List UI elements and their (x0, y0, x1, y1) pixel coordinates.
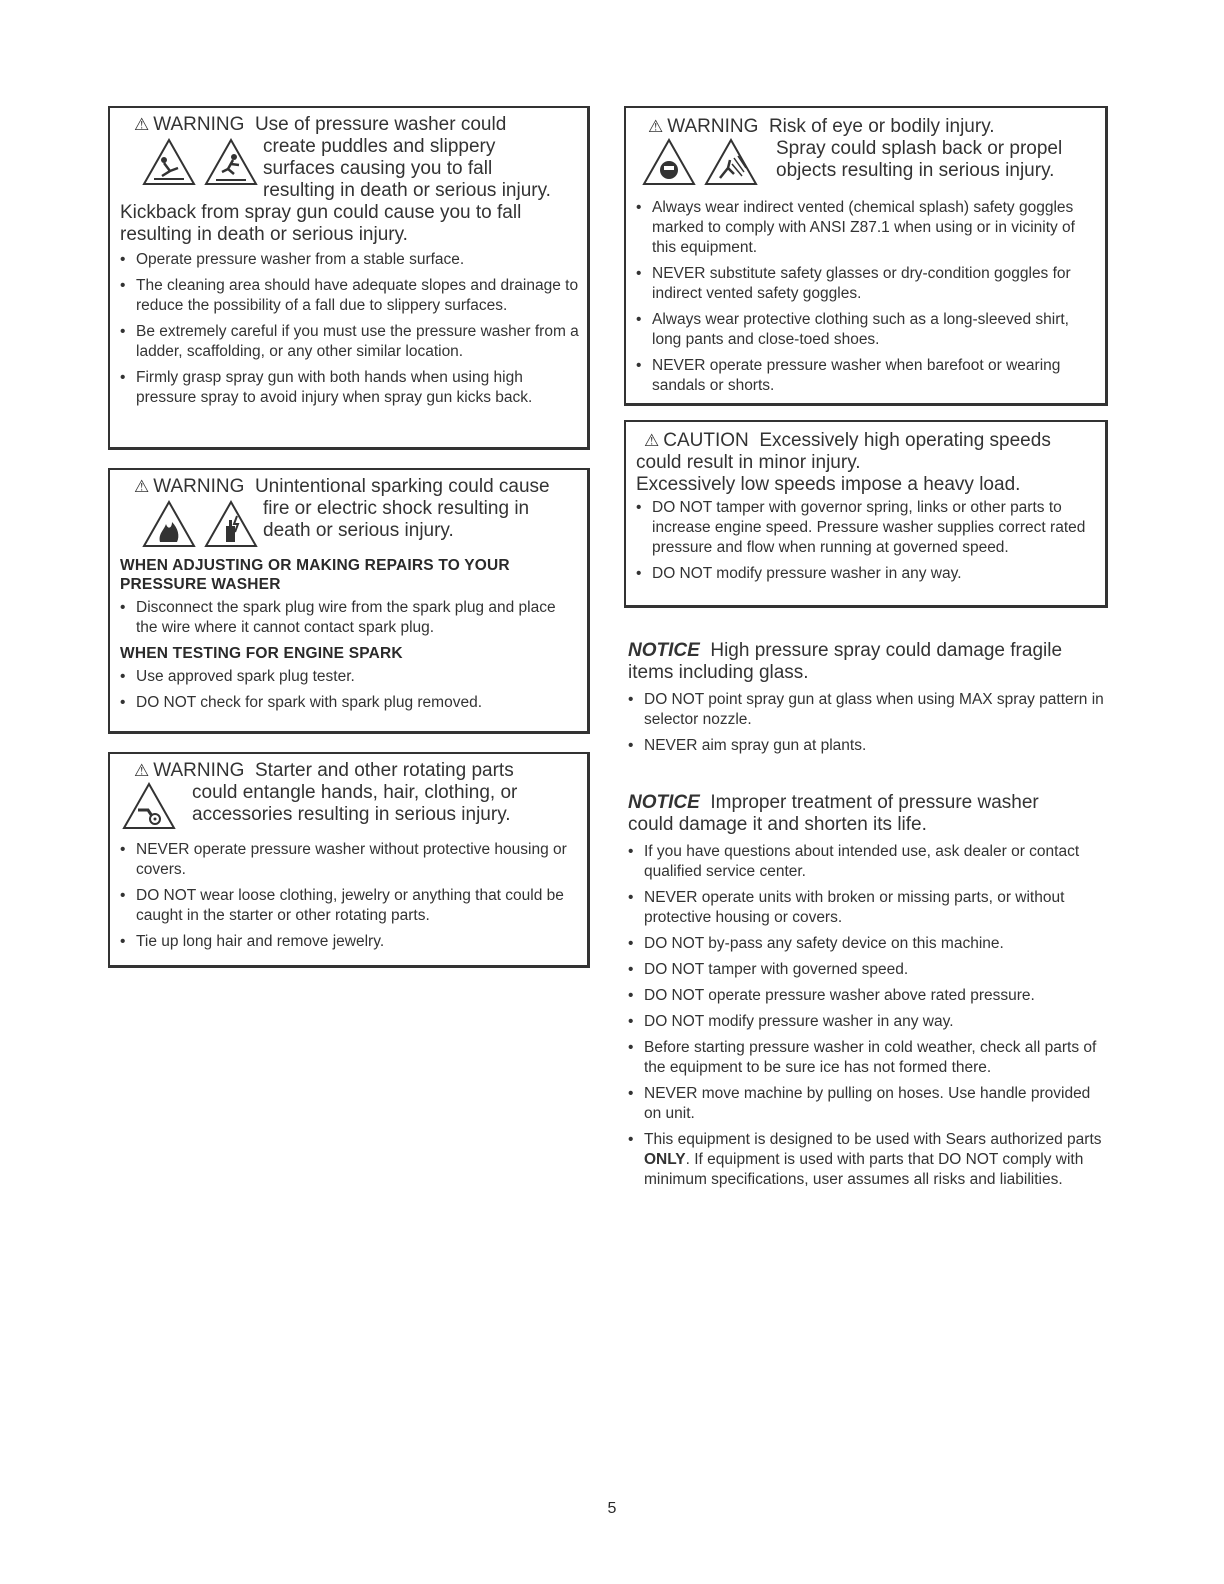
hazard-lead: Use of pressure washer could (254, 114, 507, 135)
list-item: • NEVER move machine by pulling on hoses. Use handle provided on unit. (628, 1084, 1108, 1124)
notice-treatment (628, 792, 1108, 1196)
caution-speed-box (624, 420, 1108, 608)
list-item: • DO NOT tamper with governor spring, links or other parts to increase engine speed. Pressure washer supplies correct rated pressure and flow when running at governed speed. (636, 498, 1097, 558)
signal-word: WARNING (153, 760, 245, 781)
electric-shock-icon (204, 500, 258, 548)
list-item: • Operate pressure washer from a stable surface. (120, 250, 579, 270)
bullet-list (120, 840, 579, 952)
bullet-list (120, 667, 579, 713)
alert-symbol-icon: ⚠ (134, 477, 150, 496)
list-item: • Be extremely careful if you must use the pressure washer from a ladder, scaffolding, or any other similar location. (120, 322, 579, 362)
subheading: WHEN ADJUSTING OR MAKING REPAIRS TO YOUR PRESSURE WASHER (120, 557, 510, 593)
warning-slip-box (108, 106, 590, 450)
hazard-lead: Unintentional sparking could cause (254, 476, 550, 497)
warning-header (120, 114, 579, 136)
last-bold: ONLY (644, 1151, 686, 1168)
caution-header (636, 430, 1097, 452)
lead-line: surfaces causing you to fall (263, 158, 493, 179)
alert-symbol-icon: ⚠ (134, 115, 150, 134)
list-item: • DO NOT wear loose clothing, jewelry or anything that could be caught in the starter or other rotating parts. (120, 886, 579, 926)
hazard-lead: Excessively high operating speeds (759, 430, 1051, 451)
notice-header (628, 640, 1108, 662)
list-item: • DO NOT modify pressure washer in any way. (636, 564, 1097, 584)
warning-spark-box (108, 468, 590, 734)
list-item: • Firmly grasp spray gun with both hands when using high pressure spray to avoid injury when spray gun kicks back. (120, 368, 579, 408)
warning-header (120, 760, 579, 782)
hazard-icons (642, 138, 758, 186)
list-item: • The cleaning area should have adequate slopes and drainage to reduce the possibility of a fall due to slippery surfaces. (120, 276, 579, 316)
list-item: • DO NOT tamper with governed speed. (628, 960, 1108, 980)
caution-line: Excessively low speeds impose a heavy load. (636, 474, 1021, 495)
list-item: • DO NOT modify pressure washer in any way. (628, 1012, 1108, 1032)
list-item: • Use approved spark plug tester. (120, 667, 579, 687)
last-post: . If equipment is used with parts that DO NOT comply with minimum specifications, user assumes all risks and liabilities. (644, 1151, 1084, 1188)
slip-hazard-icon (142, 138, 196, 186)
eye-protection-icon (642, 138, 696, 186)
fire-hazard-icon (142, 500, 196, 548)
list-item: • Always wear indirect vented (chemical splash) safety goggles marked to comply with ANSI Z87.1 when using or in vicinity of this equipment. (636, 198, 1097, 258)
list-item: • If you have questions about intended use, ask dealer or contact qualified service center. (628, 842, 1108, 882)
list-item: • Before starting pressure washer in cold weather, check all parts of the equipment to be sure ice has not formed there. (628, 1038, 1108, 1078)
fall-hazard-icon (204, 138, 258, 186)
page-number: 5 (607, 1500, 617, 1517)
hazard-icons (142, 500, 258, 548)
list-item: • NEVER aim spray gun at plants. (628, 736, 1108, 756)
list-item: • Tie up long hair and remove jewelry. (120, 932, 579, 952)
signal-word: NOTICE (628, 640, 700, 661)
bullet-list (120, 598, 579, 638)
warning-header (120, 476, 579, 498)
lead-line: accessories resulting in serious injury. (192, 804, 511, 825)
notice-line: items including glass. (628, 662, 809, 683)
list-item: • DO NOT check for spark with spark plug removed. (120, 693, 579, 713)
alert-symbol-icon: ⚠ (644, 431, 660, 450)
list-item: • DO NOT point spray gun at glass when using MAX spray pattern in selector nozzle. (628, 690, 1108, 730)
signal-word: WARNING (153, 114, 245, 135)
notice-line: could damage it and shorten its life. (628, 814, 927, 835)
bullet-list (120, 250, 579, 408)
list-item (628, 1130, 1108, 1190)
notice-lead: Improper treatment of pressure washer (710, 792, 1039, 813)
lead-line: objects resulting in serious injury. (776, 160, 1055, 181)
warning-eye-box (624, 106, 1108, 406)
bullet-list (628, 690, 1108, 756)
list-item: • Disconnect the spark plug wire from the spark plug and place the wire where it cannot contact spark plug. (120, 598, 579, 638)
bullet-list (636, 198, 1097, 396)
extra-line: resulting in death or serious injury. (120, 224, 408, 245)
lead-line: create puddles and slippery (263, 136, 496, 157)
lead-line: could entangle hands, hair, clothing, or (192, 782, 518, 803)
signal-word: NOTICE (628, 792, 700, 813)
lead-line: Spray could splash back or propel (776, 138, 1063, 159)
last-pre: This equipment is designed to be used with Sears authorized parts (644, 1131, 1102, 1148)
hazard-icons (122, 782, 176, 830)
notice-header (628, 792, 1108, 814)
list-item: • DO NOT by-pass any safety device on this machine. (628, 934, 1108, 954)
flying-objects-icon (704, 138, 758, 186)
hazard-lead-continuation (120, 782, 579, 826)
warning-entangle-box (108, 752, 590, 968)
list-item: • NEVER substitute safety glasses or dry-condition goggles for indirect vented safety goggles. (636, 264, 1097, 304)
signal-word: WARNING (667, 116, 759, 137)
list-item: • Always wear protective clothing such as a long-sleeved shirt, long pants and close-toed shoes. (636, 310, 1097, 350)
signal-word: CAUTION (663, 430, 749, 451)
caution-line: could result in minor injury. (636, 452, 861, 473)
list-item: • NEVER operate pressure washer without protective housing or covers. (120, 840, 579, 880)
hazard-lead: Risk of eye or bodily injury. (768, 116, 995, 137)
list-item: • DO NOT operate pressure washer above rated pressure. (628, 986, 1108, 1006)
notice-glass (628, 640, 1108, 762)
bullet-list (628, 842, 1108, 1190)
notice-lead: High pressure spray could damage fragile (710, 640, 1063, 661)
signal-word: WARNING (153, 476, 245, 497)
bullet-list (636, 498, 1097, 584)
list-item: • NEVER operate pressure washer when barefoot or wearing sandals or shorts. (636, 356, 1097, 396)
hazard-lead: Starter and other rotating parts (254, 760, 514, 781)
alert-symbol-icon: ⚠ (648, 117, 664, 136)
subheading: WHEN TESTING FOR ENGINE SPARK (120, 645, 403, 662)
entanglement-icon (122, 782, 176, 830)
hazard-icons (142, 138, 258, 186)
lead-line: fire or electric shock resulting in (263, 498, 530, 519)
extra-line: Kickback from spray gun could cause you to fall (120, 202, 522, 223)
list-item: • NEVER operate units with broken or missing parts, or without protective housing or covers. (628, 888, 1108, 928)
lead-line: resulting in death or serious injury. (263, 180, 551, 201)
alert-symbol-icon: ⚠ (134, 761, 150, 780)
lead-line: death or serious injury. (263, 520, 454, 541)
warning-header (636, 116, 1097, 138)
